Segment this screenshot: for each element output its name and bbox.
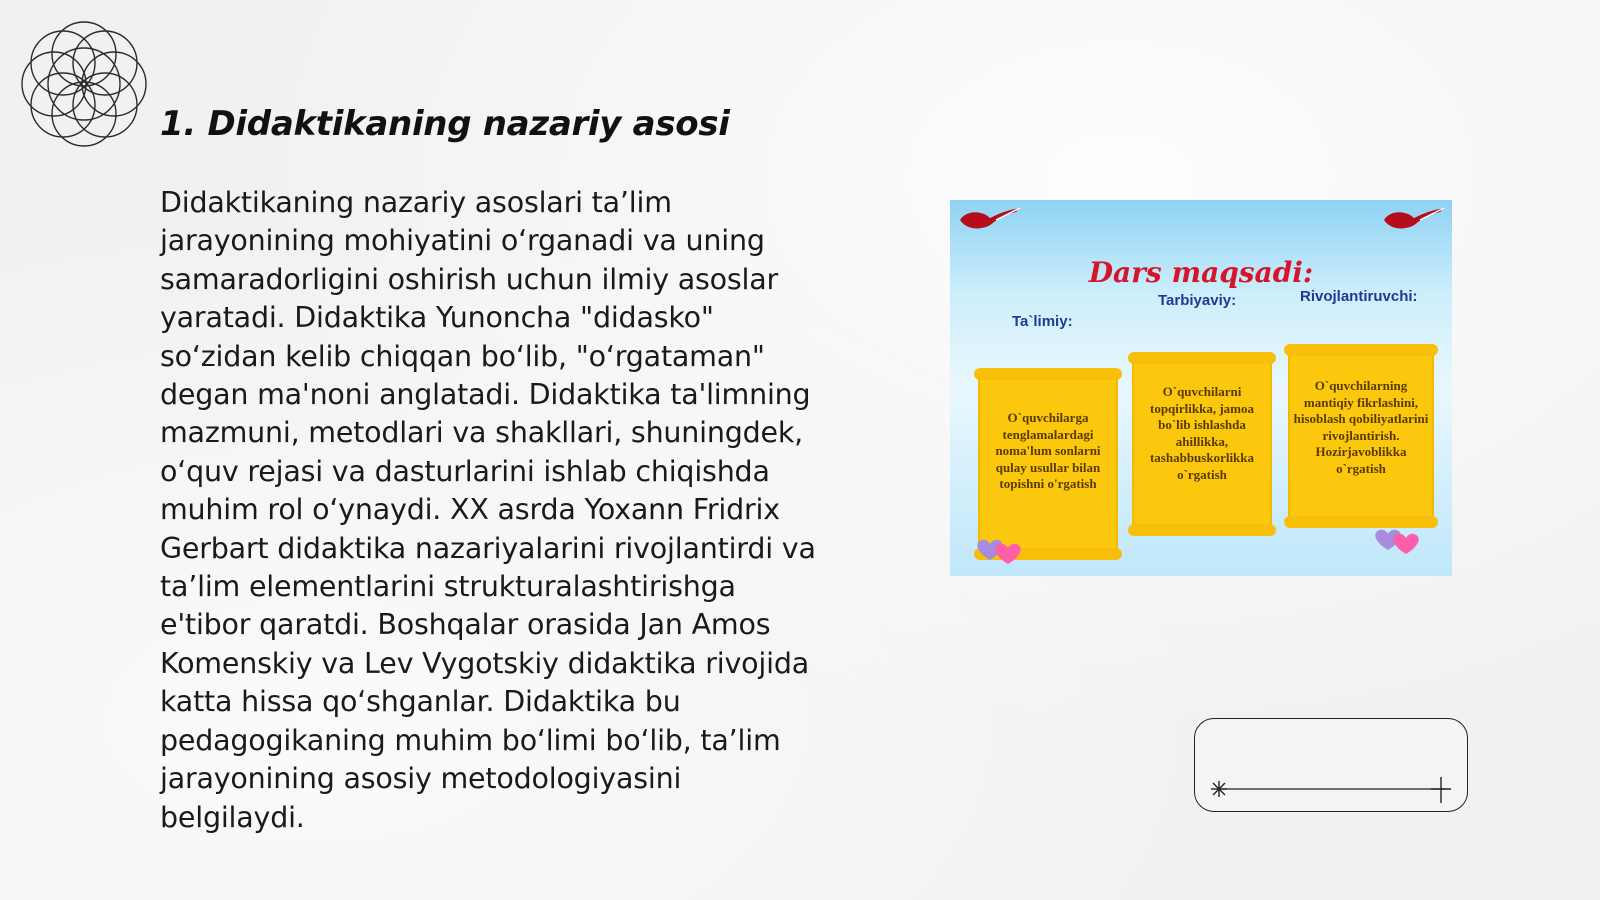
slide-body-text: Didaktikaning nazariy asoslari ta’lim jarayonining mohiyatini o‘rganadi va uning samaradorligini oshirish uchun ilmiy asoslar yaratadi. Didaktika Yunoncha "didasko" so‘zidan kelib chiqqan bo‘lib, "o‘rgataman" degan ma'noni anglatadi. Didaktika ta'limning mazmuni, metodlari va shakllari, shuningdek, o‘quv rejasi va dasturlarini ishlab chiqishda muhim rol o‘ynaydi. XX asrda Yoxann Fridrix Gerbart didaktika nazariyalarini rivojlantirdi va ta’lim elementlarini strukturalashtirishga e'tibor qaratdi. Boshqalar orasida Jan Amos Komenskiy va Lev Vygotskiy didaktika rivojida katta hissa qo‘shganlar. Didaktika bu pedagogikaning muhim bo‘limi bo‘lib, ta’lim jarayonining asosiy metodologiyasini belgilaydi. (160, 186, 816, 834)
decorative-frame (1194, 718, 1468, 812)
column-label-talimiy: Ta`limiy: (1012, 313, 1073, 330)
circle-ornament-icon (10, 10, 158, 158)
sparkle-icon (1431, 777, 1451, 803)
ribbon-icon (956, 206, 1022, 234)
lesson-goals-heading: Dars maqsadi: (1088, 256, 1314, 289)
scroll-card-talimiy (978, 374, 1118, 554)
scroll-card-rivojlantiruvchi (1288, 350, 1434, 522)
hearts-icon (1370, 520, 1426, 556)
scroll-text-tarbiyaviy: O`quvchilarni topqirlikka, jamoa bo`lib ishlashda ahillikka, tashabbuskorlikka o`rgatish (1149, 384, 1255, 482)
scroll-card-tarbiyaviy (1132, 358, 1272, 530)
hearts-icon (972, 530, 1028, 566)
sparkle-icon (1211, 781, 1227, 797)
scroll-text-talimiy: O`quvchilarga tenglamalardagi noma'lum sonlarni qulay usullar bilan topishni o'rgatish (995, 410, 1101, 491)
scroll-text-rivojlantiruvchi: O`quvchilarning mantiqiy fikrlashini, hisoblash qobiliyatlarini rivojlantirish. Hozirjavoblikka o`rgatish (1293, 378, 1429, 476)
slide-title: 1. Didaktikaning nazariy asosi (160, 104, 730, 144)
sparkle-line (1195, 719, 1467, 811)
ribbon-icon (1380, 206, 1446, 234)
lesson-goals-image (950, 200, 1452, 576)
column-label-rivojlantiruvchi: Rivojlantiruvchi: (1300, 288, 1418, 305)
column-label-tarbiyaviy: Tarbiyaviy: (1158, 292, 1237, 309)
